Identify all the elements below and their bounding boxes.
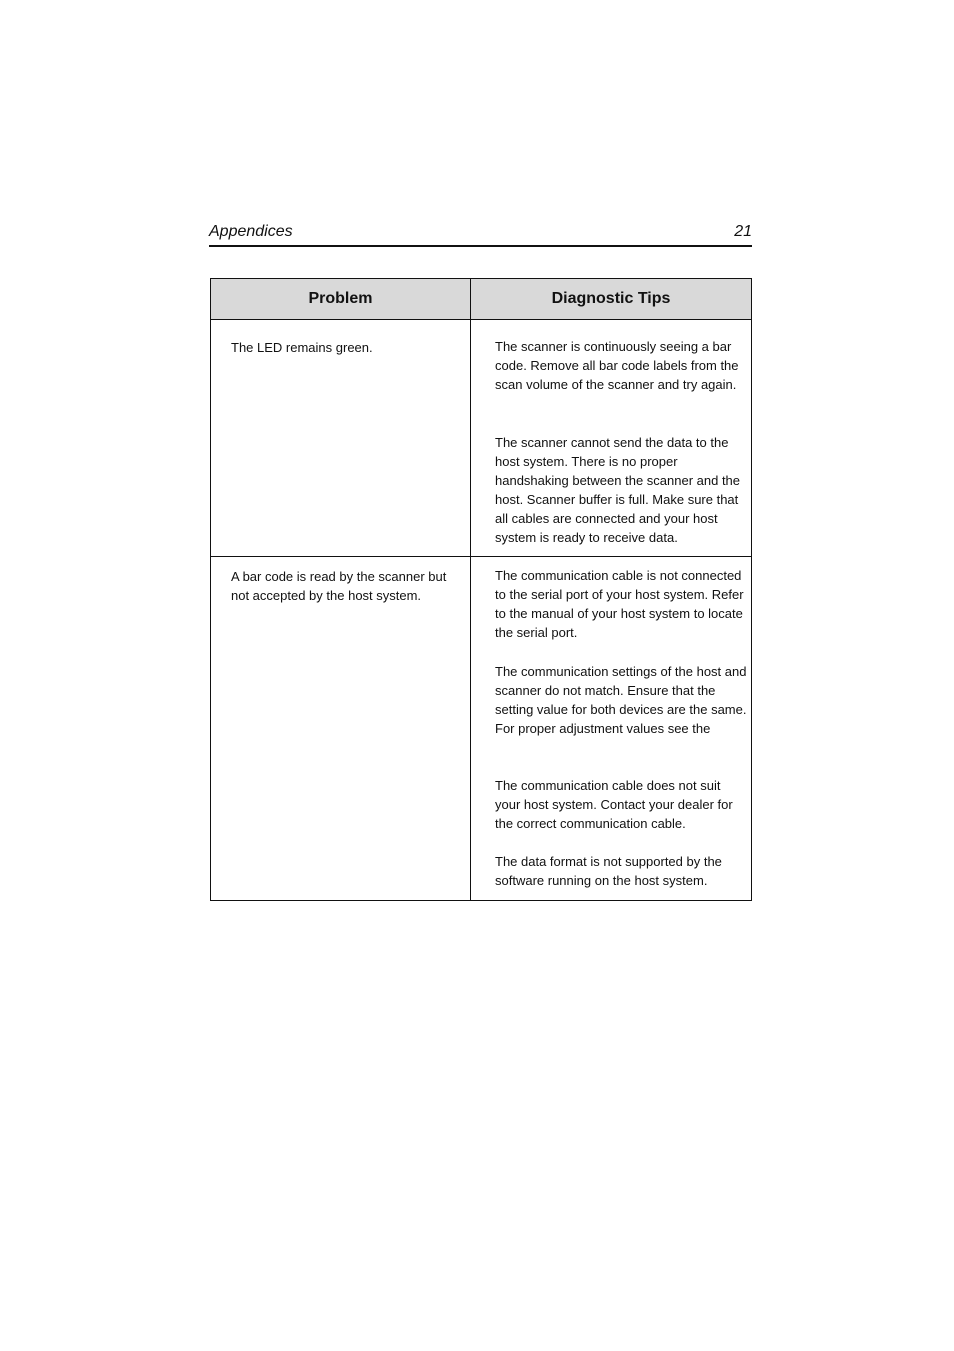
- table-header-row: [211, 279, 751, 320]
- tip-bar-code-seen: The scanner is continuously seeing a bar code. Remove all bar code labels from the scan volume of the scanner and try again.: [495, 339, 739, 392]
- tip-settings-mismatch: The communication settings of the host and scanner do not match. Ensure that the setting value for both devices are the same. For proper adjustment values see the: [495, 664, 747, 736]
- tip-cannot-send-data: The scanner cannot send the data to the host system. There is no proper handshaking between the scanner and the host. Scanner buffer is full. Make sure that all cables are connected and your host system is ready to receive data.: [495, 435, 741, 545]
- row-divider: [211, 556, 751, 557]
- tip-cable-unsuitable: The communication cable does not suit your host system. Contact your dealer for the correct communication cable.: [495, 778, 733, 831]
- column-header-diagnostic-tips: Diagnostic Tips: [551, 290, 671, 307]
- column-divider: [470, 279, 471, 900]
- tip-data-format-unsupported: The data format is not supported by the software running on the host system.: [495, 854, 722, 888]
- problem-cell-not-accepted: A bar code is read by the scanner but not accepted by the host system.: [231, 569, 447, 603]
- column-header-problem: Problem: [308, 290, 373, 307]
- page-header: [209, 221, 752, 247]
- page-number: 21: [734, 223, 752, 240]
- header-section-title: Appendices: [209, 223, 293, 240]
- troubleshooting-table: [210, 278, 752, 901]
- problem-cell-led-green: The LED remains green.: [231, 340, 373, 355]
- tip-cable-not-connected: The communication cable is not connected to the serial port of your host system. Refer to the manual of your host system to locate the serial port.: [495, 568, 744, 640]
